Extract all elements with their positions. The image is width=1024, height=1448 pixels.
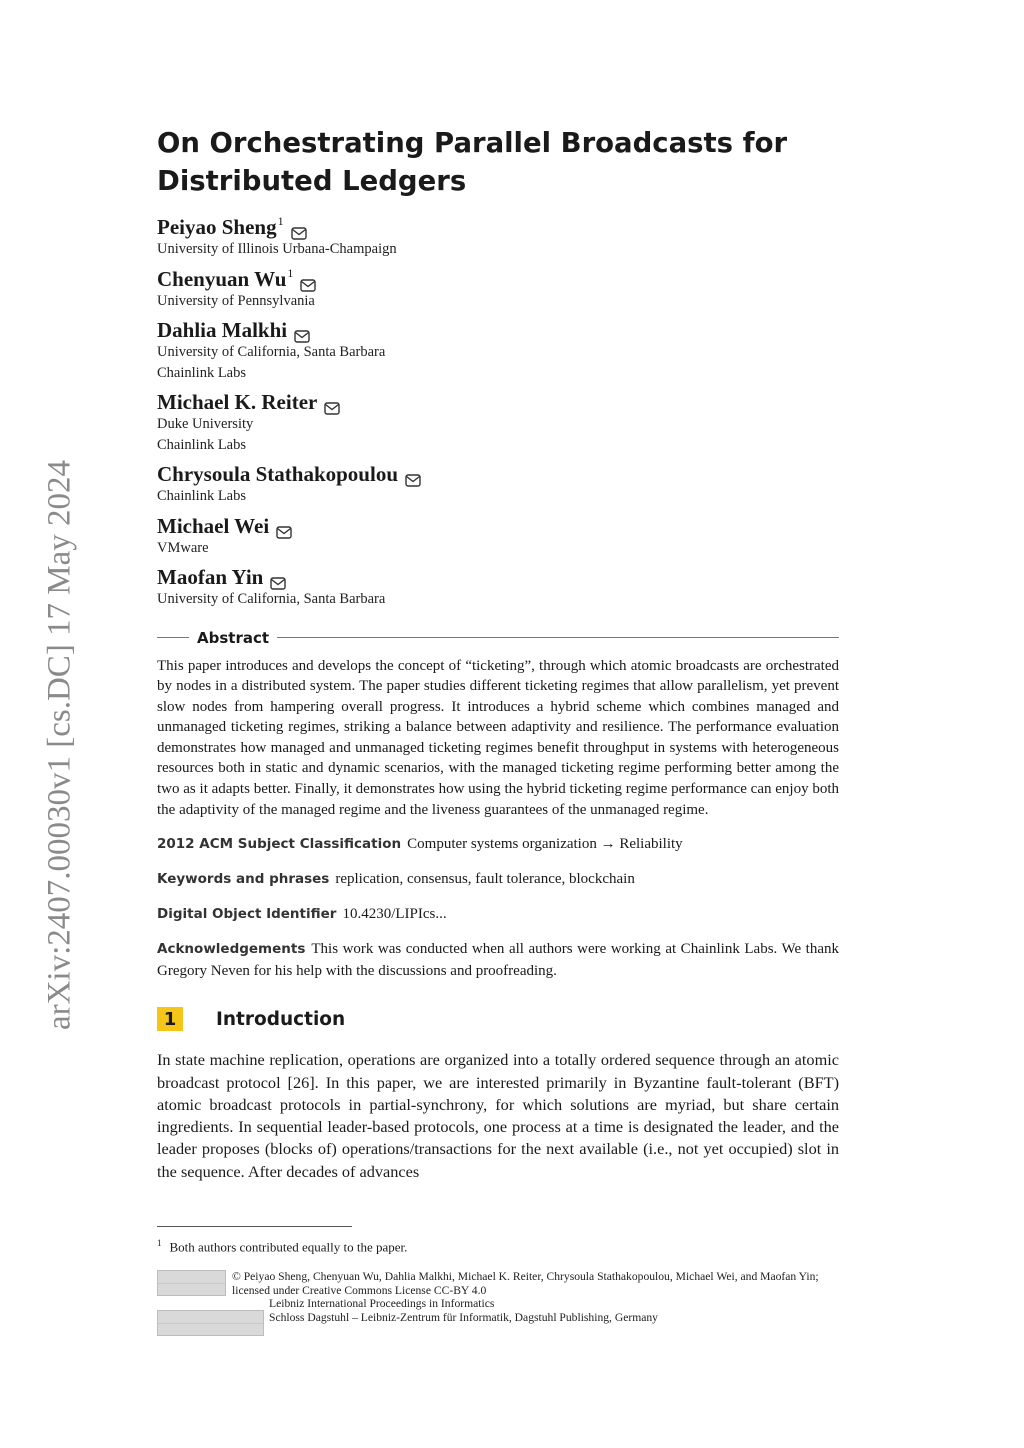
acm-value: Computer systems organization → Reliability [407,836,683,853]
footnote [157,1238,839,1255]
author-affiliation: Chainlink Labs [157,364,247,381]
author-block [157,462,839,507]
license-cc: licensed under Creative Commons License CC-BY 4.0 [232,1283,487,1297]
author-list [157,215,839,610]
ack-value: This work was conducted when all authors were working at Chainlink Labs. We thank Gregory Neven for his help with the discussions and proofreading. [157,941,839,980]
author-block [157,215,839,260]
author-name: Chrysoula Stathakopoulou [157,462,398,486]
author-affiliation: Chainlink Labs [157,436,247,453]
author-affiliation: Chainlink Labs [157,488,247,504]
abstract-text: This paper introduces and develops the concept of “ticketing”, through which atomic broadcasts are orchestrated by nodes in a distributed system. The paper studies different ticketing regimes that allow parallelism, yet prevent slow nodes from hampering overall progress. It introduces a hybrid scheme which combines managed and unmanaged ticketing regimes, striking a balance between adaptivity and resilience. The performance evaluation demonstrates how managed and unmanaged ticketing regimes benefit throughput in systems with heterogeneous resources both in static and dynamic scenarios, with the managed ticketing regime performing better among the two as it adapts better. Finally, it demonstrates how using the hybrid ticketing regime performance can enjoy both the adaptivity of the managed regime and the liveness guarantees of the unmanaged regime. [157,657,839,818]
author-affiliation: University of Pennsylvania [157,292,315,309]
doi-value: 10.4230/LIPIcs... [342,906,447,923]
author-name-row [157,390,839,414]
envelope-icon[interactable] [300,273,316,286]
ack-label: Acknowledgements [157,941,306,958]
license-lipics: Leibniz International Proceedings in Informatics [269,1297,495,1311]
envelope-icon[interactable] [405,468,421,481]
license-dagstuhl: Schloss Dagstuhl – Leibniz-Zentrum für Informatik, Dagstuhl Publishing, Germany [269,1310,658,1324]
doi-label: Digital Object Identifier [157,906,337,923]
author-name-row [157,462,839,486]
author-name: Michael K. Reiter [157,390,318,414]
keywords-label: Keywords and phrases [157,871,330,888]
author-affiliation: University of California, Santa Barbara [157,344,386,360]
introduction-paragraph: In state machine replication, operations are organized into a totally ordered sequence through an atomic broadcast protocol [26]. In this paper, we are interested primarily in Byzantine fault-tolerant (BFT) atomic broadcast protocols in partial-synchrony, for which solutions are myriad, but share certain ingredients. In sequential leader-based protocols, one process at a time is designated the leader, and the leader proposes (blocks of) operations/transactions for the next available (i.e., not yet occupied) slot in the sequence. After decades of advances [157,1050,839,1181]
keywords [157,868,839,890]
license-block [157,1270,839,1324]
license-copyright: © Peiyao Sheng, Chenyuan Wu, Dahlia Malkhi, Michael K. Reiter, Chrysoula Stathakopoulou, Michael Wei, and Maofan Yin; [232,1270,819,1283]
author-name: Peiyao Sheng [157,215,277,239]
footnote-mark: 1 [157,1238,162,1248]
author-footnote-mark: 1 [287,265,294,280]
author-affiliation: VMware [157,539,209,556]
abstract-heading-label: Abstract [197,628,270,647]
heading-rule-left [157,637,189,639]
author-affiliation: Duke University [157,416,254,432]
author-name: Michael Wei [157,513,270,538]
doi [157,903,839,925]
keywords-value: replication, consensus, fault tolerance, blockchain [335,871,635,888]
author-affiliation: University of California, Santa Barbara [157,591,386,607]
author-name-row [157,215,839,239]
author-block [157,565,839,610]
author-footnote-mark: 1 [277,214,284,228]
envelope-icon[interactable] [324,396,340,409]
envelope-icon[interactable] [276,520,292,533]
acknowledgements [157,938,839,982]
section-heading [157,1007,839,1031]
heading-rule-right [277,637,839,639]
author-block [157,318,839,383]
section-title: Introduction [216,1008,346,1030]
envelope-icon[interactable] [291,221,307,234]
footnote-rule [157,1226,352,1227]
author-name-row [157,565,839,589]
section-number: 1 [157,1007,183,1031]
envelope-icon[interactable] [294,324,310,337]
abstract-heading [157,629,839,647]
author-name: Chenyuan Wu [157,266,287,291]
paper-title: On Orchestrating Parallel Broadcasts for Distributed Ledgers [157,127,788,197]
author-affiliation: University of Illinois Urbana-Champaign [157,241,397,257]
author-block [157,267,839,312]
author-name: Dahlia Malkhi [157,318,288,342]
acm-label: 2012 ACM Subject Classification [157,836,402,853]
author-block [157,390,839,455]
author-name: Maofan Yin [157,565,264,589]
envelope-icon[interactable] [270,571,286,584]
footnote-text: Both authors contributed equally to the paper. [169,1239,408,1255]
paper-first-page [157,124,839,1183]
author-block [157,514,839,559]
author-name-row [157,318,839,342]
arxiv-identifier: arXiv:2407.00030v1 [cs.DC] 17 May 2024 [41,459,78,1031]
author-name-row [157,267,839,291]
acm-classification [157,833,839,855]
author-name-row [157,514,839,538]
